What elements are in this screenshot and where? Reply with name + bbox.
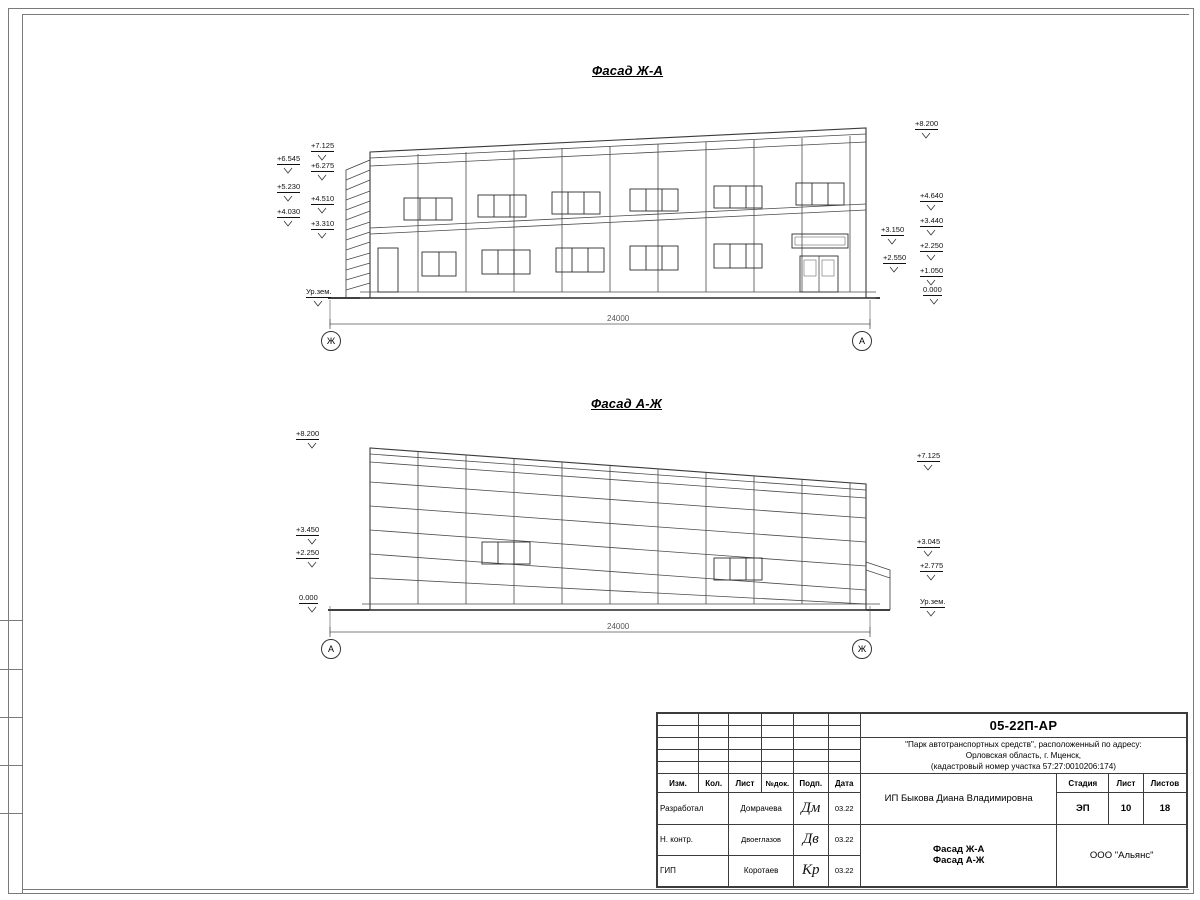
- lists-value: 18: [1143, 793, 1186, 824]
- object-line-3: (кадастровый номер участка 57:27:0010206:174): [930, 762, 1117, 772]
- elevation-2-level-leaders: [270, 430, 950, 630]
- date-gip: 03.22: [828, 855, 860, 886]
- level-mark: +4.640: [920, 191, 944, 200]
- level-mark: +7.125: [917, 451, 941, 460]
- level-mark: +7.125: [311, 141, 335, 150]
- level-mark: 0.000: [299, 593, 318, 602]
- company-name: ООО "Альянс": [1057, 824, 1187, 886]
- level-mark: +3.045: [917, 537, 941, 546]
- level-mark: +5.230: [277, 182, 301, 191]
- name-gip: Коротаев: [729, 855, 794, 886]
- axis-extension-lines-1: [330, 300, 870, 330]
- overall-dimension: 24000: [607, 622, 630, 631]
- object-line-1: "Парк автотранспортных средств", расположенный по адресу:: [905, 739, 1142, 749]
- role-developer: Разработал: [658, 793, 729, 824]
- level-mark: +3.450: [296, 525, 320, 534]
- title-block: [656, 712, 1188, 888]
- date-normcontrol: 03.22: [828, 824, 860, 855]
- name-developer: Домрачева: [729, 793, 794, 824]
- document-code: 05-22П-АР: [860, 714, 1186, 738]
- level-mark: +8.200: [296, 429, 320, 438]
- lists-header: Листов: [1143, 774, 1186, 793]
- level-mark: +4.510: [311, 194, 335, 203]
- level-mark: +2.250: [296, 548, 320, 557]
- title-block-row: [658, 738, 1187, 750]
- level-mark: +1.050: [920, 266, 944, 275]
- signature-developer: Дм: [793, 793, 828, 824]
- axis-label-a: А: [852, 331, 872, 351]
- level-mark: +8.200: [915, 119, 939, 128]
- object-line-2: Орловская область, г. Мценск,: [965, 750, 1082, 760]
- level-mark: +4.030: [277, 207, 301, 216]
- col-header-izm: Изм.: [658, 774, 699, 793]
- axis-extension-lines-2: [330, 606, 870, 638]
- date-developer: 03.22: [828, 793, 860, 824]
- sheet-title-line-1: Фасад Ж-А: [932, 844, 985, 856]
- view-title-facade-a-zh: Фасад А-Ж: [591, 396, 663, 411]
- col-header-podp: Подп.: [793, 774, 828, 793]
- title-block-table: [657, 713, 1187, 887]
- col-header-kol: Кол.: [699, 774, 729, 793]
- title-block-role-row: [658, 824, 1187, 855]
- axis-label-a: А: [321, 639, 341, 659]
- title-block-header-row: [658, 774, 1187, 793]
- signature-normcontrol: Дв: [793, 824, 828, 855]
- title-block-row: [658, 714, 1187, 726]
- signature-gip: Кр: [793, 855, 828, 886]
- col-header-list: Лист: [729, 774, 761, 793]
- sheet-left-margin-block: [0, 620, 23, 893]
- level-mark: +3.310: [311, 219, 335, 228]
- name-normcontrol: Двоеглазов: [729, 824, 794, 855]
- ground-level-mark: Ур.зем.: [920, 597, 946, 606]
- level-mark: +2.550: [883, 253, 907, 262]
- sheet-title-line-2: Фасад А-Ж: [932, 855, 985, 867]
- level-mark: +3.150: [881, 225, 905, 234]
- col-header-data: Дата: [828, 774, 860, 793]
- sheet-title: [860, 824, 1056, 886]
- stage-header: Стадия: [1057, 774, 1109, 793]
- overall-dimension: 24000: [607, 314, 630, 323]
- level-mark: +6.275: [311, 161, 335, 170]
- object-description: [860, 738, 1186, 774]
- stage-value: ЭП: [1057, 793, 1109, 824]
- view-title-facade-zh-a: Фасад Ж-А: [592, 63, 664, 78]
- role-gip: ГИП: [658, 855, 729, 886]
- axis-label-zh: Ж: [321, 331, 341, 351]
- list-value: 10: [1109, 793, 1144, 824]
- role-normcontrol: Н. контр.: [658, 824, 729, 855]
- customer-name: ИП Быкова Диана Владимировна: [860, 774, 1056, 825]
- level-mark: +2.775: [920, 561, 944, 570]
- axis-label-zh: Ж: [852, 639, 872, 659]
- list-header: Лист: [1109, 774, 1144, 793]
- level-mark: +6.545: [277, 154, 301, 163]
- level-mark: +2.250: [920, 241, 944, 250]
- ground-level-mark: Ур.зем.: [306, 287, 332, 296]
- level-mark: 0.000: [923, 285, 942, 294]
- level-mark: +3.440: [920, 216, 944, 225]
- col-header-ndok: №док.: [761, 774, 793, 793]
